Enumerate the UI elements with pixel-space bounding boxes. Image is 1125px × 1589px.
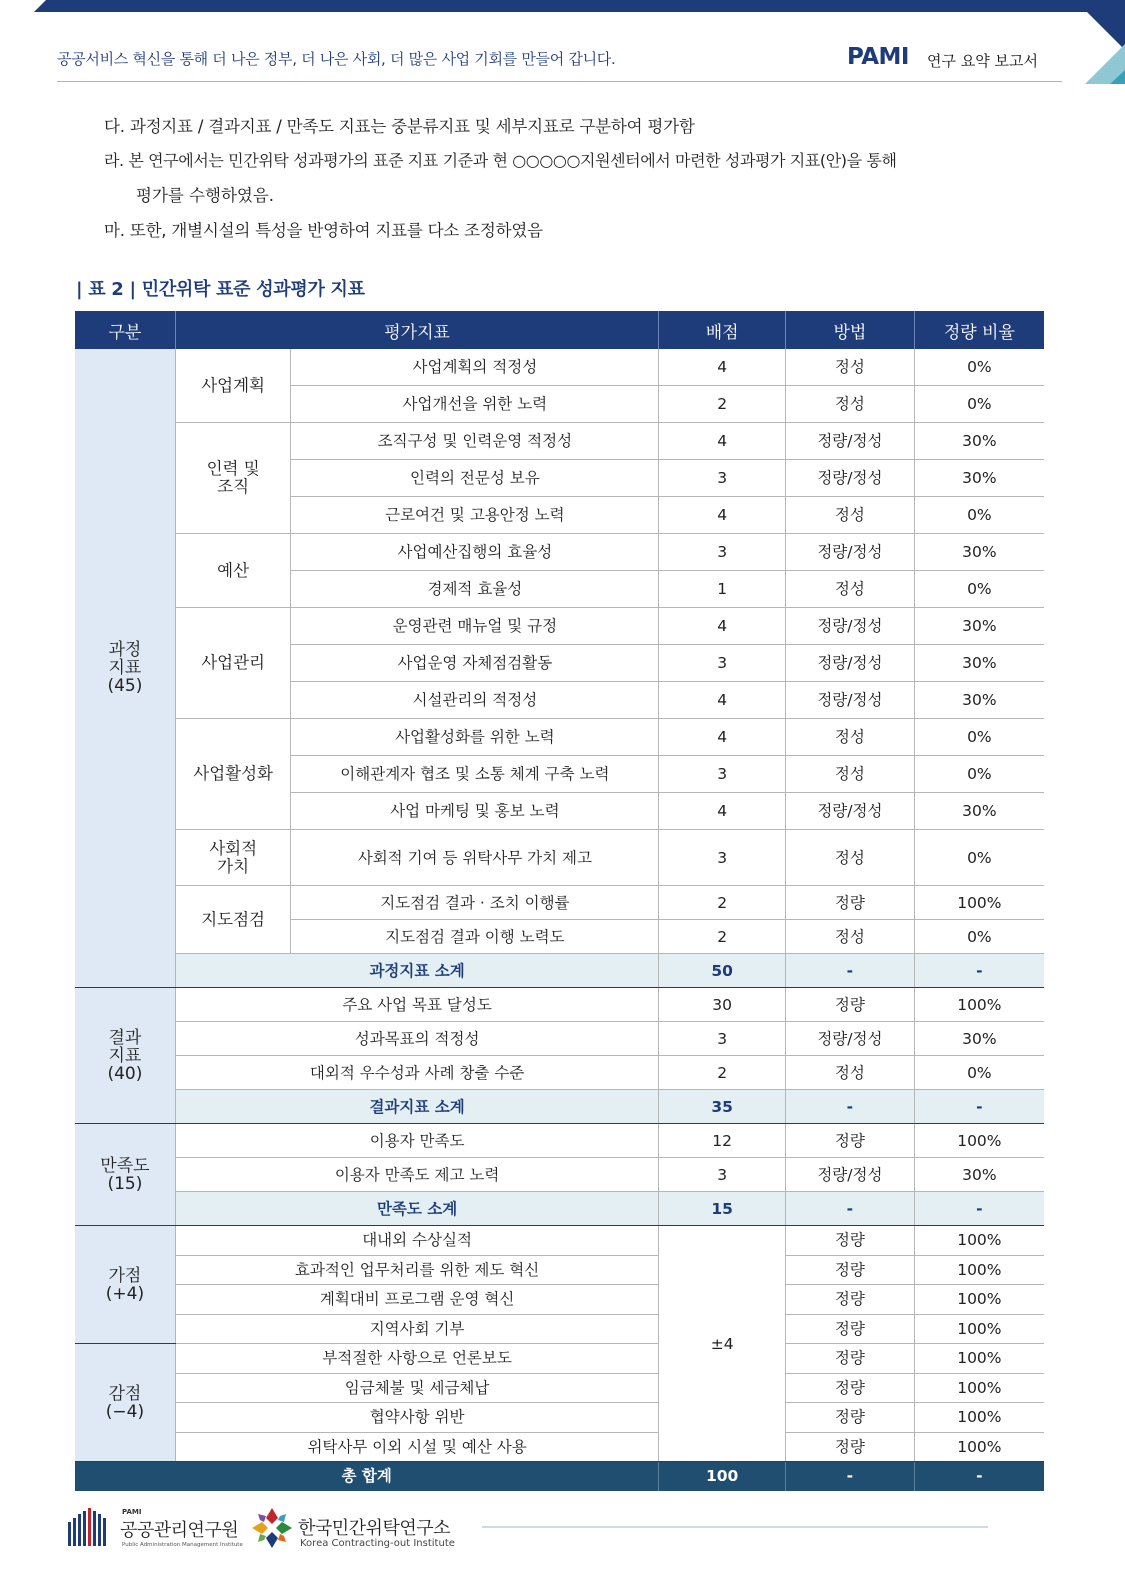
pami-logo-icon: [68, 1508, 108, 1546]
ratio-cell: 100%: [914, 1255, 1044, 1285]
ratio-cell: 0%: [914, 386, 1044, 423]
method-cell: 정성: [786, 497, 915, 534]
header-ratio: 정량 비율: [914, 311, 1044, 349]
ratio-cell: 30%: [914, 534, 1044, 571]
category-penalty: 감점 (−4): [75, 1344, 175, 1462]
table-row: [75, 534, 1044, 571]
indicator-cell: 이해관계자 협조 및 소통 체계 구축 노력: [291, 756, 659, 793]
indicator-cell: 협약사항 위반: [175, 1403, 658, 1433]
subcat-activate: 사업활성화: [175, 719, 291, 830]
indicator-cell: 대내외 수상실적: [175, 1226, 658, 1256]
score-cell: 3: [659, 830, 786, 886]
method-cell: 정량/정성: [786, 460, 915, 497]
table-row: [75, 886, 1044, 920]
score-cell: 4: [659, 349, 786, 386]
indicator-cell: 경제적 효율성: [291, 571, 659, 608]
method-cell: 정량/정성: [786, 1022, 915, 1056]
method-cell: 정량: [786, 988, 915, 1022]
method-cell: 정성: [786, 920, 915, 954]
indicator-cell: 대외적 우수성과 사례 창출 수준: [175, 1056, 658, 1090]
method-cell: 정성: [786, 349, 915, 386]
adjust-score-cell: ±4: [659, 1226, 786, 1462]
ratio-cell: 30%: [914, 423, 1044, 460]
subtotal-ratio: -: [914, 1090, 1044, 1124]
score-cell: 3: [659, 756, 786, 793]
indicator-cell: 위탁사무 이외 시설 및 예산 사용: [175, 1432, 658, 1462]
indicator-cell: 사업운영 자체점검활동: [291, 645, 659, 682]
indicator-cell: 시설관리의 적정성: [291, 682, 659, 719]
subtotal-ratio: -: [914, 954, 1044, 988]
pami-logo-name: 공공관리연구원: [120, 1520, 239, 1541]
ratio-cell: 30%: [914, 1158, 1044, 1192]
score-cell: 3: [659, 1158, 786, 1192]
subcat-manage: 사업관리: [175, 608, 291, 719]
indicator-cell: 효과적인 업무처리를 위한 제도 혁신: [175, 1255, 658, 1285]
ratio-cell: 100%: [914, 1226, 1044, 1256]
method-cell: 정성: [786, 386, 915, 423]
method-cell: 정성: [786, 756, 915, 793]
method-cell: 정량/정성: [786, 645, 915, 682]
subcat-plan: 사업계획: [175, 349, 291, 423]
table-row: [75, 1432, 1044, 1462]
header-score: 배점: [659, 311, 786, 349]
ratio-cell: 30%: [914, 608, 1044, 645]
ratio-cell: 100%: [914, 1432, 1044, 1462]
ratio-cell: 100%: [914, 1314, 1044, 1344]
table-row: [75, 1056, 1044, 1090]
header-brand: PAMI: [847, 44, 909, 70]
score-cell: 2: [659, 1056, 786, 1090]
method-cell: 정량: [786, 1285, 915, 1315]
indicator-cell: 운영관련 매뉴얼 및 규정: [291, 608, 659, 645]
header-slogan: 공공서비스 혁신을 통해 더 나은 정부, 더 나은 사회, 더 많은 사업 기회를 만들어 갑니다.: [57, 50, 616, 68]
table-row: [75, 1344, 1044, 1374]
ratio-cell: 100%: [914, 1373, 1044, 1403]
method-cell: 정량: [786, 1255, 915, 1285]
total-method: -: [786, 1462, 915, 1491]
table-row: [75, 988, 1044, 1022]
method-cell: 정량: [786, 1344, 915, 1374]
subtotal-ratio: -: [914, 1192, 1044, 1226]
table-row: [75, 608, 1044, 645]
table-row: [75, 1255, 1044, 1285]
method-cell: 정성: [786, 1056, 915, 1090]
header-category: 구분: [75, 311, 175, 349]
table-caption: | 표 2 | 민간위탁 표준 성과평가 지표: [76, 279, 365, 300]
method-cell: 정량/정성: [786, 682, 915, 719]
total-score: 100: [659, 1462, 786, 1491]
table-row: [75, 719, 1044, 756]
subtotal-label: 과정지표 소계: [175, 954, 658, 988]
indicator-cell: 부적절한 사항으로 언론보도: [175, 1344, 658, 1374]
score-cell: 2: [659, 386, 786, 423]
score-cell: 4: [659, 682, 786, 719]
indicator-cell: 사업개선을 위한 노력: [291, 386, 659, 423]
indicator-cell: 사업활성화를 위한 노력: [291, 719, 659, 756]
ratio-cell: 30%: [914, 460, 1044, 497]
table-row: [75, 1285, 1044, 1315]
indicator-cell: 계획대비 프로그램 운영 혁신: [175, 1285, 658, 1315]
indicator-cell: 지역사회 기부: [175, 1314, 658, 1344]
category-process: 과정 지표 (45): [75, 349, 175, 988]
ratio-cell: 0%: [914, 719, 1044, 756]
table-header-row: [75, 311, 1044, 349]
score-cell: 3: [659, 534, 786, 571]
indicator-cell: 이용자 만족도 제고 노력: [175, 1158, 658, 1192]
subtotal-score: 15: [659, 1192, 786, 1226]
ratio-cell: 100%: [914, 1285, 1044, 1315]
ratio-cell: 0%: [914, 571, 1044, 608]
method-cell: 정성: [786, 830, 915, 886]
table-row: [75, 423, 1044, 460]
method-cell: 정량: [786, 886, 915, 920]
indicator-cell: 사업예산집행의 효율성: [291, 534, 659, 571]
paragraph-ra-continued: 평가를 수행하였음.: [136, 186, 275, 205]
table-row: [75, 830, 1044, 886]
score-cell: 4: [659, 608, 786, 645]
ratio-cell: 0%: [914, 349, 1044, 386]
method-cell: 정량: [786, 1124, 915, 1158]
method-cell: 정성: [786, 571, 915, 608]
method-cell: 정량: [786, 1403, 915, 1433]
ratio-cell: 100%: [914, 886, 1044, 920]
score-cell: 1: [659, 571, 786, 608]
kci-logo-icon: [250, 1506, 294, 1550]
indicator-cell: 주요 사업 목표 달성도: [175, 988, 658, 1022]
page-header: [57, 44, 1047, 80]
method-cell: 정량: [786, 1432, 915, 1462]
indicator-cell: 이용자 만족도: [175, 1124, 658, 1158]
subtotal-method: -: [786, 1192, 915, 1226]
ratio-cell: 100%: [914, 988, 1044, 1022]
indicator-cell: 사회적 기여 등 위탁사무 가치 제고: [291, 830, 659, 886]
subtotal-method: -: [786, 954, 915, 988]
table-row: [75, 1403, 1044, 1433]
table-row: [75, 1124, 1044, 1158]
paragraph-ma: 마. 또한, 개별시설의 특성을 반영하여 지표를 다소 조정하였음: [104, 221, 543, 240]
paragraph-da: 다. 과정지표 / 결과지표 / 만족도 지표는 중분류지표 및 세부지표로 구분하여 평가함: [104, 117, 695, 136]
ratio-cell: 30%: [914, 1022, 1044, 1056]
score-cell: 2: [659, 886, 786, 920]
pami-logo-english: Public Administration Management Institute: [122, 1542, 243, 1548]
method-cell: 정량/정성: [786, 793, 915, 830]
subtotal-row-process: [75, 954, 1044, 988]
ratio-cell: 30%: [914, 645, 1044, 682]
method-cell: 정량/정성: [786, 534, 915, 571]
kci-logo-english: Korea Contracting-out Institute: [300, 1538, 455, 1549]
ratio-cell: 0%: [914, 830, 1044, 886]
header-report-title: 연구 요약 보고서: [927, 52, 1038, 70]
score-cell: 3: [659, 460, 786, 497]
subtotal-method: -: [786, 1090, 915, 1124]
score-cell: 4: [659, 719, 786, 756]
method-cell: 정량/정성: [786, 1158, 915, 1192]
total-label: 총 합계: [75, 1462, 659, 1491]
score-cell: 30: [659, 988, 786, 1022]
ratio-cell: 100%: [914, 1124, 1044, 1158]
total-row: [75, 1462, 1044, 1491]
pami-logo-small-text: PAMI: [122, 1508, 142, 1516]
score-cell: 4: [659, 423, 786, 460]
table-row: [75, 1158, 1044, 1192]
ratio-cell: 0%: [914, 497, 1044, 534]
method-cell: 정성: [786, 719, 915, 756]
method-cell: 정량/정성: [786, 423, 915, 460]
score-cell: 4: [659, 793, 786, 830]
indicator-cell: 임금체불 및 세금체납: [175, 1373, 658, 1403]
top-left-corner-decoration: [0, 0, 46, 46]
method-cell: 정량: [786, 1373, 915, 1403]
ratio-cell: 100%: [914, 1344, 1044, 1374]
subtotal-row-satisfaction: [75, 1192, 1044, 1226]
indicator-cell: 사업 마케팅 및 홍보 노력: [291, 793, 659, 830]
method-cell: 정량: [786, 1226, 915, 1256]
table-row: [75, 1314, 1044, 1344]
score-cell: 3: [659, 1022, 786, 1056]
subtotal-label: 만족도 소계: [175, 1192, 658, 1226]
score-cell: 4: [659, 497, 786, 534]
category-bonus: 가점 (+4): [75, 1226, 175, 1344]
ratio-cell: 100%: [914, 1403, 1044, 1433]
category-result: 결과 지표 (40): [75, 988, 175, 1124]
ratio-cell: 0%: [914, 756, 1044, 793]
method-cell: 정량/정성: [786, 608, 915, 645]
indicator-cell: 지도점검 결과 · 조치 이행률: [291, 886, 659, 920]
subcat-staff: 인력 및 조직: [175, 423, 291, 534]
table-row: [75, 1022, 1044, 1056]
score-cell: 12: [659, 1124, 786, 1158]
indicator-cell: 사업계획의 적정성: [291, 349, 659, 386]
indicator-cell: 인력의 전문성 보유: [291, 460, 659, 497]
indicator-cell: 조직구성 및 인력운영 적정성: [291, 423, 659, 460]
header-divider: [57, 81, 1062, 82]
kci-logo-name: 한국민간위탁연구소: [298, 1518, 450, 1539]
evaluation-table: [75, 311, 1044, 1491]
top-bar: [0, 0, 1125, 12]
ratio-cell: 30%: [914, 682, 1044, 719]
ratio-cell: 0%: [914, 1056, 1044, 1090]
method-cell: 정량: [786, 1314, 915, 1344]
table-row: [75, 1226, 1044, 1256]
header-indicator: 평가지표: [175, 311, 658, 349]
subcat-social: 사회적 가치: [175, 830, 291, 886]
footer-divider: [482, 1526, 988, 1528]
score-cell: 2: [659, 920, 786, 954]
header-method: 방법: [786, 311, 915, 349]
subtotal-row-result: [75, 1090, 1044, 1124]
total-ratio: -: [914, 1462, 1044, 1491]
ratio-cell: 30%: [914, 793, 1044, 830]
indicator-cell: 지도점검 결과 이행 노력도: [291, 920, 659, 954]
indicator-cell: 성과목표의 적정성: [175, 1022, 658, 1056]
category-satisfaction: 만족도 (15): [75, 1124, 175, 1226]
subtotal-label: 결과지표 소계: [175, 1090, 658, 1124]
top-right-corner-decoration: [1055, 0, 1125, 84]
subcat-inspect: 지도점검: [175, 886, 291, 954]
score-cell: 3: [659, 645, 786, 682]
indicator-cell: 근로여건 및 고용안정 노력: [291, 497, 659, 534]
table-row: [75, 1373, 1044, 1403]
subcat-budget: 예산: [175, 534, 291, 608]
subtotal-score: 50: [659, 954, 786, 988]
paragraph-ra: 라. 본 연구에서는 민간위탁 성과평가의 표준 지표 기준과 현 ○○○○○지원센터에서 마련한 성과평가 지표(안)을 통해: [104, 151, 897, 170]
table-row: [75, 349, 1044, 386]
subtotal-score: 35: [659, 1090, 786, 1124]
ratio-cell: 0%: [914, 920, 1044, 954]
